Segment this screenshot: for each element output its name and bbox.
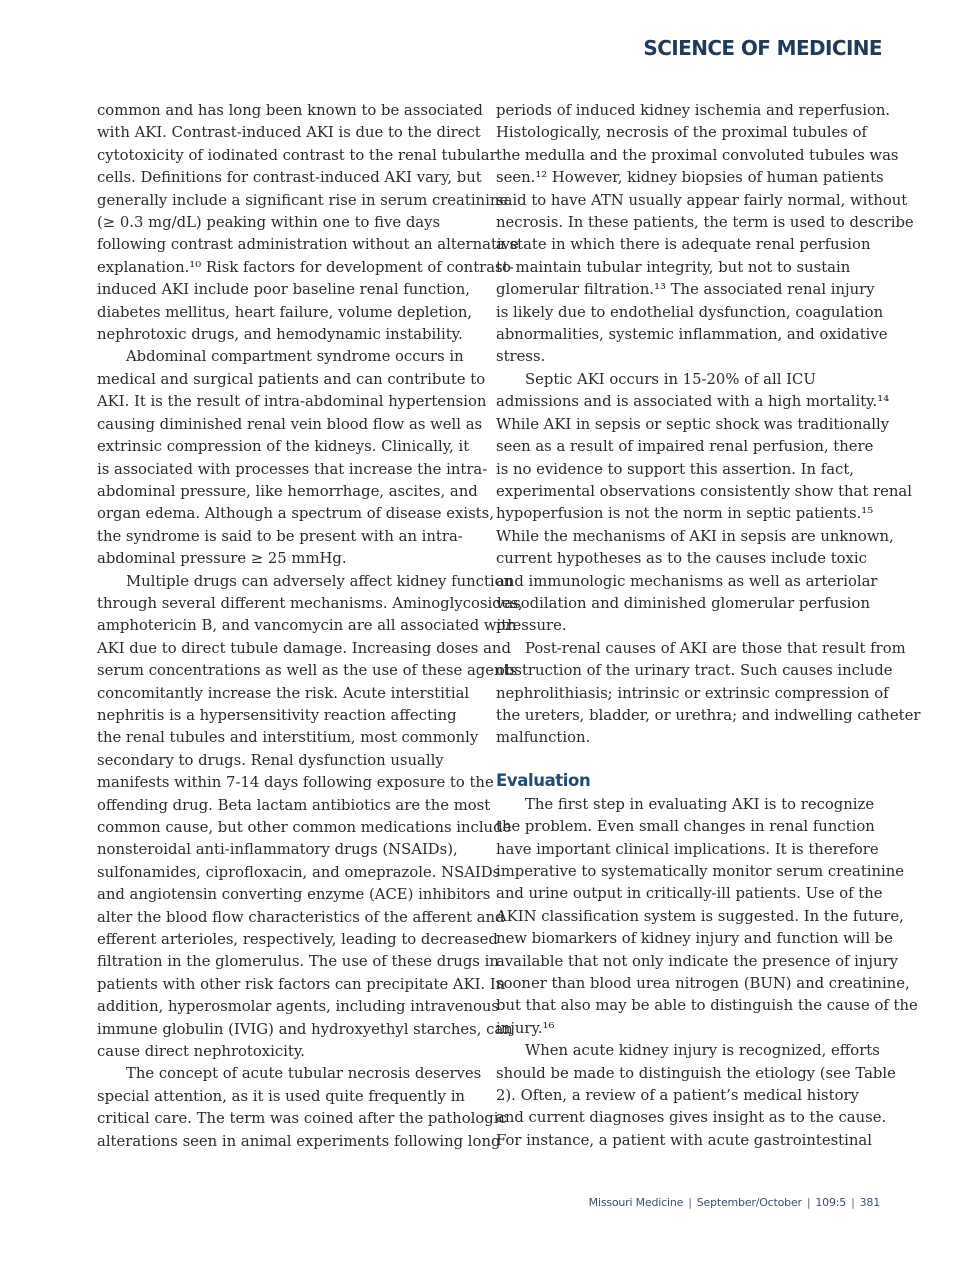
text-line: current hypotheses as to the causes include toxic xyxy=(496,550,867,568)
text-line: cause direct nephrotoxicity. xyxy=(97,1043,305,1061)
text-line: secondary to drugs. Renal dysfunction usually xyxy=(97,751,444,769)
footer-separator: | xyxy=(688,1196,692,1209)
text-line: abdominal pressure, like hemorrhage, ascites, and xyxy=(97,482,478,500)
text-line: stress. xyxy=(496,348,546,366)
text-line: alterations seen in animal experiments following long xyxy=(97,1132,501,1150)
text-line: have important clinical implications. It is therefore xyxy=(496,840,879,858)
text-line: When acute kidney injury is recognized, efforts xyxy=(525,1042,880,1060)
text-line: amphotericin B, and vancomycin are all associated with xyxy=(97,617,517,635)
text-line: available that not only indicate the presence of injury xyxy=(496,952,898,970)
text-line: While AKI in sepsis or septic shock was traditionally xyxy=(496,415,890,433)
text-line: organ edema. Although a spectrum of disease exists, xyxy=(97,505,494,523)
text-line: Post-renal causes of AKI are those that result from xyxy=(525,639,906,657)
text-line: Multiple drugs can adversely affect kidney function xyxy=(126,572,514,590)
text-line: imperative to systematically monitor serum creatinine xyxy=(496,863,905,880)
section-heading-evaluation: Evaluation xyxy=(496,770,591,790)
text-line: common and has long been known to be associated xyxy=(97,102,483,119)
text-line: critical care. The term was coined after the pathologic xyxy=(97,1110,507,1128)
text-line: addition, hyperosmolar agents, including intravenous xyxy=(97,998,500,1016)
text-line: with AKI. Contrast-induced AKI is due to the direct xyxy=(97,124,481,142)
text-line: cells. Definitions for contrast-induced AKI vary, but xyxy=(97,169,482,187)
text-line: the ureters, bladder, or urethra; and indwelling catheter xyxy=(496,706,921,724)
text-line: efferent arterioles, respectively, leading to decreased xyxy=(97,931,498,949)
text-line: new biomarkers of kidney injury and function will be xyxy=(496,930,893,948)
text-line: periods of induced kidney ischemia and reperfusion. xyxy=(496,102,891,119)
text-line: While the mechanisms of AKI in sepsis are unknown, xyxy=(496,527,894,545)
text-line: obstruction of the urinary tract. Such causes include xyxy=(496,662,893,680)
text-line: AKIN classification system is suggested. In the future, xyxy=(496,907,904,925)
text-line: induced AKI include poor baseline renal function, xyxy=(97,281,470,299)
text-line: AKI due to direct tubule damage. Increasing doses and xyxy=(97,639,511,657)
text-line: alter the blood flow characteristics of the afferent and xyxy=(97,908,505,926)
text-line: necrosis. In these patients, the term is used to describe xyxy=(496,214,914,232)
text-line: should be made to distinguish the etiology (see Table xyxy=(496,1064,896,1082)
text-line: and urine output in critically-ill patients. Use of the xyxy=(496,885,883,903)
text-line: special attention, as it is used quite frequently in xyxy=(97,1087,465,1105)
text-line: Histologically, necrosis of the proximal tubules of xyxy=(496,124,867,142)
text-line: following contrast administration without an alternative xyxy=(97,236,519,254)
text-line: causing diminished renal vein blood flow as well as xyxy=(97,415,483,433)
text-line: AKI. It is the result of intra-abdominal hypertension xyxy=(97,393,487,411)
footer-page-number: 381 xyxy=(859,1196,880,1209)
text-line: through several different mechanisms. Aminoglycosides, xyxy=(97,594,523,612)
text-line: sooner than blood urea nitrogen (BUN) and creatinine, xyxy=(496,975,910,993)
text-line: glomerular filtration.¹³ The associated renal injury xyxy=(496,281,875,299)
text-line: concomitantly increase the risk. Acute interstitial xyxy=(97,684,470,702)
text-line: Abdominal compartment syndrome occurs in xyxy=(126,348,464,366)
text-line: For instance, a patient with acute gastrointestinal xyxy=(496,1131,872,1149)
text-line: and angiotensin converting enzyme (ACE) inhibitors xyxy=(97,886,491,904)
text-line: pressure. xyxy=(496,617,567,635)
text-line: offending drug. Beta lactam antibiotics are the most xyxy=(97,796,491,814)
text-line: 2). Often, a review of a patient’s medical history xyxy=(496,1087,859,1105)
footer-separator: | xyxy=(806,1196,811,1209)
text-line: generally include a significant rise in serum creatinine xyxy=(97,191,509,209)
text-line: nephritis is a hypersensitivity reaction affecting xyxy=(97,706,457,724)
text-line: Septic AKI occurs in 15-20% of all ICU xyxy=(525,370,816,388)
text-line: (≥ 0.3 mg/dL) peaking within one to five days xyxy=(97,214,441,232)
text-line: diabetes mellitus, heart failure, volume depletion, xyxy=(97,303,473,321)
text-line: but that also may be able to distinguish the cause of the xyxy=(496,997,918,1015)
text-line: seen.¹² However, kidney biopsies of human patients xyxy=(496,169,884,187)
text-line: explanation.¹⁰ Risk factors for development of contrast- xyxy=(97,258,514,276)
footer-issue-date: September/October xyxy=(696,1196,802,1209)
text-line: and current diagnoses gives insight as to the cause. xyxy=(496,1109,887,1127)
text-line: nephrolithiasis; intrinsic or extrinsic compression of xyxy=(496,684,889,702)
text-line: cytotoxicity of iodinated contrast to the renal tubular xyxy=(97,146,497,164)
text-line: the syndrome is said to be present with an intra- xyxy=(97,527,463,545)
text-line: seen as a result of impaired renal perfusion, there xyxy=(496,438,874,456)
text-line: filtration in the glomerulus. The use of these drugs in xyxy=(97,953,499,971)
text-line: is likely due to endothelial dysfunction, coagulation xyxy=(496,303,884,321)
text-line: and immunologic mechanisms as well as arteriolar xyxy=(496,572,878,590)
text-line: common cause, but other common medications include xyxy=(97,819,512,836)
text-line: manifests within 7-14 days following exposure to the xyxy=(97,774,494,792)
text-line: is no evidence to support this assertion. In fact, xyxy=(496,460,854,478)
text-line: the medulla and the proximal convoluted tubules was xyxy=(496,146,899,164)
text-line: vasodilation and diminished glomerular perfusion xyxy=(496,594,870,612)
text-line: to maintain tubular integrity, but not to sustain xyxy=(496,258,851,276)
section-header: SCIENCE OF MEDICINE xyxy=(643,36,882,60)
text-line: sulfonamides, ciprofloxacin, and omeprazole. NSAIDs xyxy=(97,863,501,881)
right-column-body-top xyxy=(496,100,921,750)
text-line: injury.¹⁶ xyxy=(496,1019,555,1037)
text-line: experimental observations consistently show that renal xyxy=(496,482,912,500)
text-line: abdominal pressure ≥ 25 mmHg. xyxy=(97,550,347,568)
footer-journal: Missouri Medicine xyxy=(588,1196,684,1209)
text-line: nonsteroidal anti-inflammatory drugs (NSAIDs), xyxy=(97,841,458,859)
right-column-body-bottom xyxy=(496,794,918,1153)
text-line: medical and surgical patients and can contribute to xyxy=(97,370,486,388)
text-line: admissions and is associated with a high mortality.¹⁴ xyxy=(496,393,890,411)
footer-volume-issue: 109:5 xyxy=(815,1196,847,1209)
text-line: abnormalities, systemic inflammation, and oxidative xyxy=(496,326,888,344)
text-line: nephrotoxic drugs, and hemodynamic instability. xyxy=(97,326,463,344)
text-line: The first step in evaluating AKI is to recognize xyxy=(525,795,875,813)
text-line: malfunction. xyxy=(496,729,591,747)
page-footer xyxy=(589,1196,880,1209)
text-line: The concept of acute tubular necrosis deserves xyxy=(126,1065,482,1083)
text-line: immune globulin (IVIG) and hydroxyethyl starches, can xyxy=(97,1020,513,1038)
text-line: serum concentrations as well as the use of these agents xyxy=(97,662,518,680)
text-line: patients with other risk factors can precipitate AKI. In xyxy=(97,975,506,993)
right-column xyxy=(496,100,921,1152)
text-line: the problem. Even small changes in renal function xyxy=(496,818,875,836)
text-line: the renal tubules and interstitium, most commonly xyxy=(97,729,479,747)
text-line: extrinsic compression of the kidneys. Clinically, it xyxy=(97,438,470,456)
text-line: a state in which there is adequate renal perfusion xyxy=(496,236,871,254)
footer-separator: | xyxy=(851,1196,855,1209)
text-line: said to have ATN usually appear fairly normal, without xyxy=(496,191,908,209)
text-line: is associated with processes that increase the intra- xyxy=(97,460,488,478)
text-line: hypoperfusion is not the norm in septic patients.¹⁵ xyxy=(496,505,874,523)
